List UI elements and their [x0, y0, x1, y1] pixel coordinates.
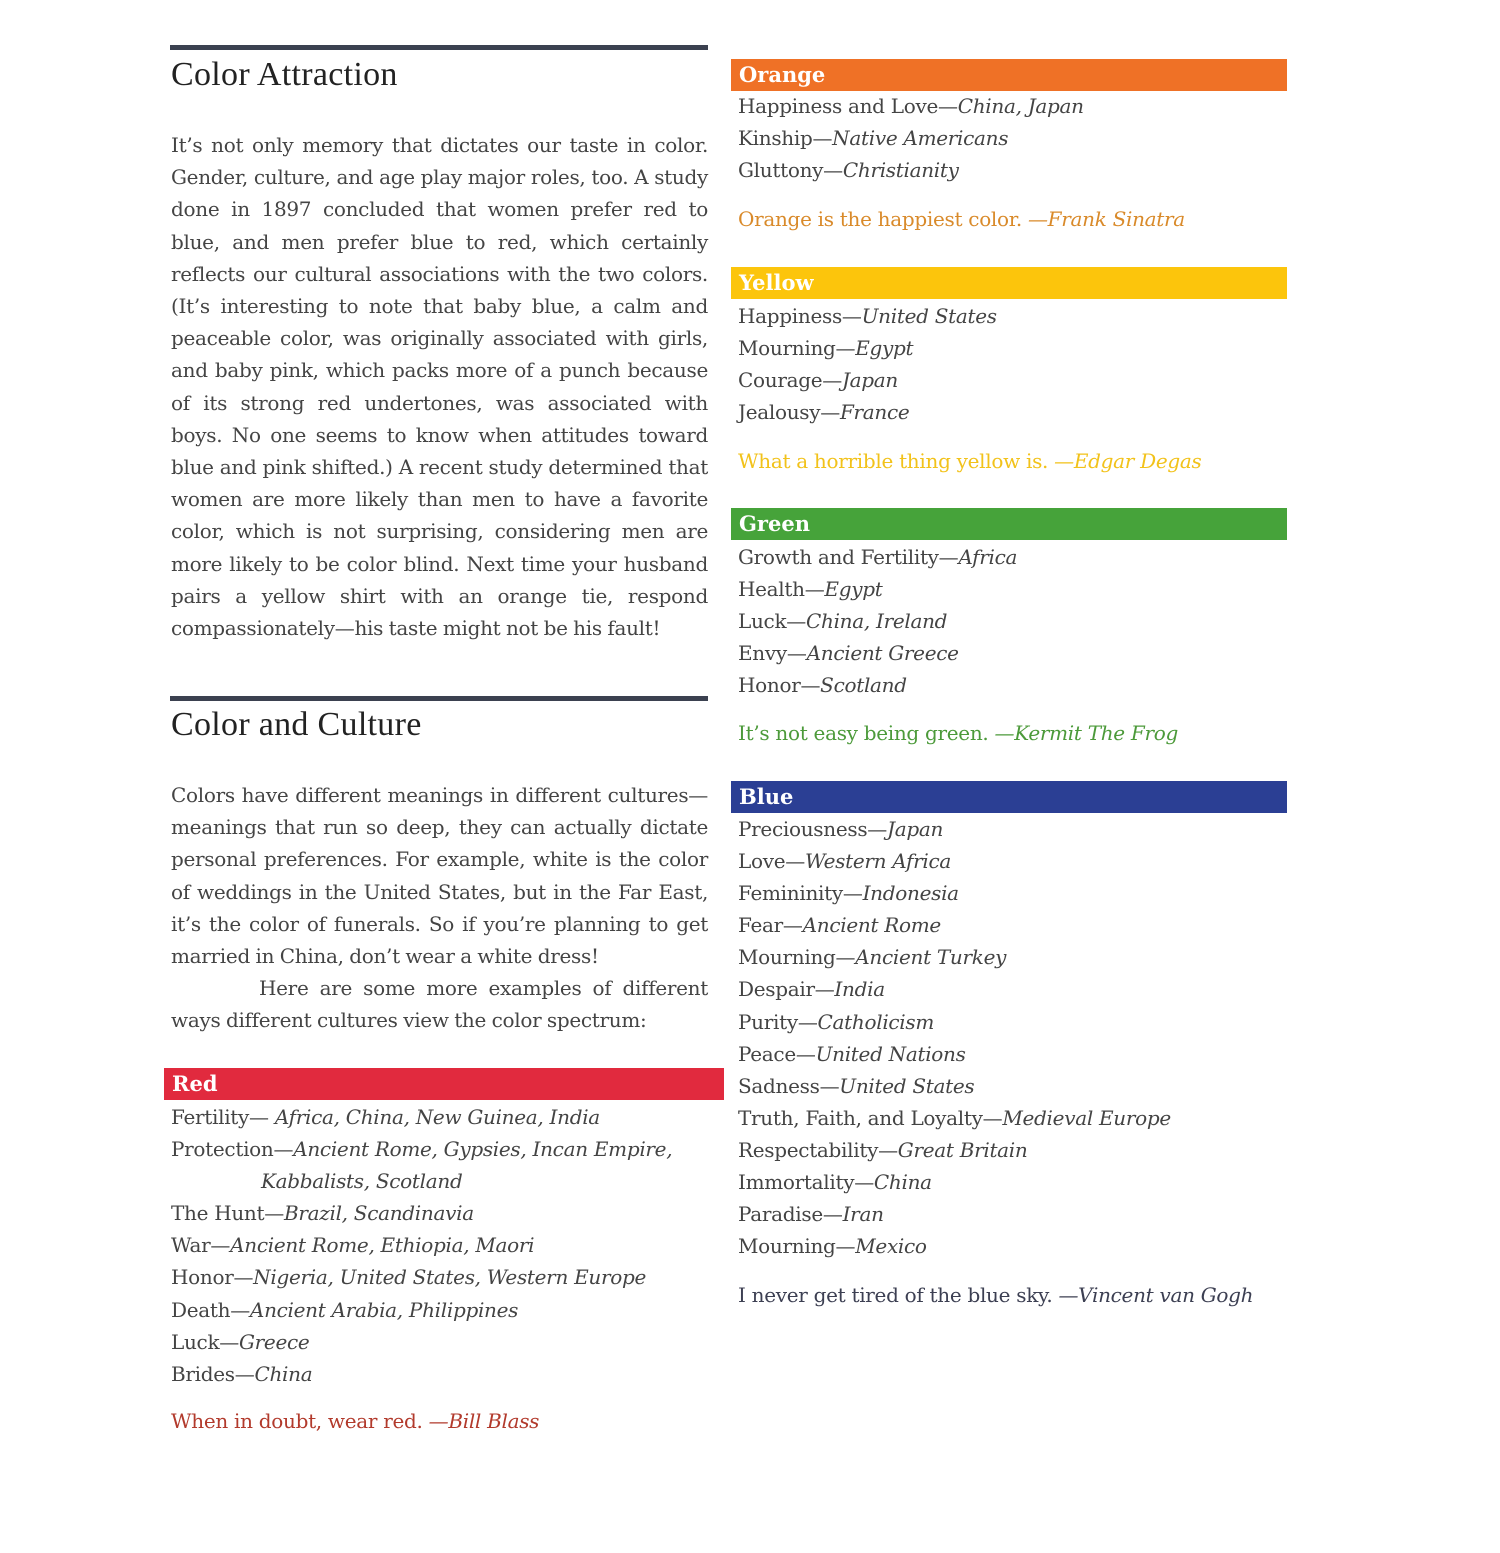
meaning: Kinship— — [738, 126, 833, 151]
quote-text: It’s not easy being green. — [738, 721, 995, 745]
list-item — [738, 541, 1017, 573]
meaning: Purity— — [738, 1009, 818, 1034]
meaning: Happiness and Love— — [738, 94, 958, 118]
places: India — [834, 977, 885, 1002]
places: Catholicism — [817, 1009, 935, 1034]
quote-text: Orange is the happiest color. — [738, 207, 1028, 231]
places: Ancient Arabia, Philippines — [249, 1297, 519, 1322]
color-quote-blue — [738, 1280, 1253, 1310]
places: Egypt — [824, 577, 883, 602]
places: Western Africa — [804, 849, 952, 874]
list-item — [738, 1166, 1171, 1198]
places: Indonesia — [862, 881, 959, 906]
list-item — [738, 1134, 1171, 1166]
places: Greece — [238, 1329, 310, 1354]
culture-paragraph-text: Colors have different meanings in different cultures—meanings that run so deep, they can actually dictate personal preferences. For example, white is the color of weddings in the United States, but in the Far East, it’s the color of funerals. So if you’re planning to get married in China, don’t wear a white dress! — [171, 783, 708, 969]
places: Africa, China, New Guinea, India — [274, 1105, 600, 1129]
quote-author: —Frank Sinatra — [1027, 207, 1185, 231]
color-list-green — [738, 541, 1017, 701]
list-item — [738, 1006, 1171, 1038]
meaning: Despair— — [738, 977, 835, 1002]
list-item — [738, 1102, 1171, 1134]
places: China — [873, 1170, 932, 1195]
list-item — [171, 1229, 672, 1261]
places: Brazil, Scandinavia — [283, 1201, 474, 1226]
places: United Nations — [815, 1041, 966, 1066]
section-rule-culture — [170, 696, 708, 701]
meaning: The Hunt— — [171, 1201, 284, 1226]
color-quote-yellow — [738, 446, 1201, 476]
color-list-red — [171, 1101, 672, 1390]
places: France — [839, 400, 910, 425]
list-item — [171, 1261, 672, 1293]
meaning: Health— — [738, 577, 825, 602]
places: United States — [861, 304, 997, 328]
meaning: Luck— — [171, 1329, 239, 1354]
color-band-yellow: Yellow — [731, 267, 1287, 299]
places: Ancient Turkey — [855, 945, 1007, 970]
list-item — [738, 90, 1084, 122]
list-item — [171, 1101, 672, 1133]
meaning: Death— — [171, 1297, 250, 1322]
attraction-paragraph: It’s not only memory that dictates our taste in color. Gender, culture, and age play major roles, too. A study done in 1897 concluded that women prefer red to blue, and men prefer blue to red, which certainly reflects our cultural associations with the two colors. (It’s interesting to note that baby blue, a calm and peaceable color, was originally associated with girls, and baby pink, which packs more of a punch because of its strong red undertones, was associated with boys. No one seems to know when attitudes toward blue and pink shifted.) A recent study determined that women are more likely than men to have a favorite color, which is not surprising, considering men are more likely to be color blind. Next time your husband pairs a yellow shirt with an orange tie, respond compassionately—his taste might not be his fault! — [171, 133, 708, 641]
places: United States — [839, 1073, 975, 1098]
list-item — [738, 941, 1171, 973]
places: Nigeria, United States, Western Europe — [253, 1265, 647, 1290]
places: Egypt — [855, 336, 914, 361]
list-item — [171, 1326, 672, 1358]
meaning: Protection— — [171, 1137, 294, 1162]
meaning: Courage— — [738, 368, 842, 393]
quote-author: —Kermit The Frog — [994, 721, 1178, 745]
color-quote-red — [171, 1406, 539, 1436]
meaning: Jealousy— — [738, 400, 840, 425]
color-quote-green — [738, 718, 1178, 748]
list-item — [738, 813, 1171, 845]
meaning: Truth, Faith, and Loyalty— — [738, 1105, 1003, 1130]
places: China, Japan — [957, 94, 1084, 118]
places-continued: Kabbalists, Scotland — [261, 1169, 463, 1194]
culture-paragraph — [171, 779, 708, 1037]
places: Ancient Rome, Gypsies, Incan Empire, — [293, 1137, 673, 1162]
places: Ancient Greece — [806, 641, 959, 666]
color-list-blue — [738, 813, 1171, 1262]
list-item — [171, 1133, 672, 1197]
list-item — [738, 669, 1017, 701]
list-item — [738, 1070, 1171, 1102]
places: China, Ireland — [805, 609, 948, 634]
places: Native Americans — [832, 126, 1009, 151]
list-item — [171, 1197, 672, 1229]
meaning: Happiness— — [738, 304, 862, 328]
quote-author: —Bill Blass — [428, 1409, 540, 1433]
quote-author: —Edgar Degas — [1054, 449, 1202, 473]
places: Great Britain — [897, 1137, 1028, 1162]
section-rule-attraction — [170, 45, 708, 50]
places: Iran — [842, 1202, 884, 1227]
places: Japan — [841, 368, 899, 393]
list-item — [738, 332, 997, 364]
places: Japan — [886, 817, 944, 841]
section-title-culture: Color and Culture — [171, 706, 422, 743]
places: Africa — [958, 545, 1018, 569]
meaning: Mourning— — [738, 945, 856, 970]
list-item — [738, 909, 1171, 941]
meaning: Honor— — [171, 1265, 254, 1290]
list-item — [738, 1038, 1171, 1070]
meaning: Paradise— — [738, 1202, 843, 1227]
meaning: Envy— — [738, 641, 807, 666]
color-list-yellow — [738, 300, 997, 428]
meaning: Preciousness— — [738, 817, 887, 841]
meaning: Immortality— — [738, 1170, 874, 1195]
meaning: War— — [171, 1233, 231, 1258]
list-item — [738, 1198, 1171, 1230]
culture-paragraph-text-2: Here are some more examples of different ways different cultures view the color spectrum: — [171, 976, 708, 1033]
list-item — [738, 573, 1017, 605]
color-band-green: Green — [731, 508, 1287, 540]
list-item — [738, 154, 1084, 186]
meaning: Love— — [738, 849, 805, 874]
section-title-attraction: Color Attraction — [171, 56, 398, 93]
quote-text: What a horrible thing yellow is. — [738, 449, 1055, 473]
places: China — [254, 1361, 313, 1386]
list-item — [171, 1294, 672, 1326]
meaning: Mourning— — [738, 1234, 856, 1259]
quote-author: —Vincent van Gogh — [1058, 1283, 1254, 1307]
list-item — [738, 1230, 1171, 1262]
color-list-orange — [738, 90, 1084, 186]
list-item — [738, 300, 997, 332]
quote-text: I never get tired of the blue sky. — [738, 1283, 1059, 1307]
meaning: Fear— — [738, 913, 803, 938]
list-item — [738, 364, 997, 396]
list-item — [738, 396, 997, 428]
meaning: Honor— — [738, 673, 821, 698]
places: Scotland — [820, 673, 907, 698]
list-item — [738, 605, 1017, 637]
color-band-red: Red — [164, 1068, 724, 1100]
meaning: Fertility— — [171, 1105, 275, 1129]
list-item — [738, 122, 1084, 154]
meaning: Luck— — [738, 609, 806, 634]
quote-text: When in doubt, wear red. — [171, 1409, 429, 1433]
color-band-orange: Orange — [731, 59, 1287, 91]
places: Ancient Rome — [802, 913, 941, 938]
places: Medieval Europe — [1002, 1105, 1171, 1130]
meaning: Brides— — [171, 1361, 255, 1386]
meaning: Peace— — [738, 1041, 816, 1066]
places: Christianity — [842, 158, 959, 183]
meaning: Growth and Fertility— — [738, 545, 959, 569]
meaning: Gluttony— — [738, 158, 843, 183]
meaning: Femininity— — [738, 881, 863, 906]
list-item — [738, 973, 1171, 1005]
color-quote-orange — [738, 204, 1185, 234]
list-item — [738, 637, 1017, 669]
color-band-blue: Blue — [731, 781, 1287, 813]
list-item — [738, 877, 1171, 909]
places: Ancient Rome, Ethiopia, Maori — [230, 1233, 535, 1258]
meaning: Mourning— — [738, 336, 856, 361]
meaning: Sadness— — [738, 1073, 840, 1098]
meaning: Respectability— — [738, 1137, 898, 1162]
list-item — [171, 1358, 672, 1390]
places: Mexico — [855, 1234, 927, 1259]
list-item — [738, 845, 1171, 877]
